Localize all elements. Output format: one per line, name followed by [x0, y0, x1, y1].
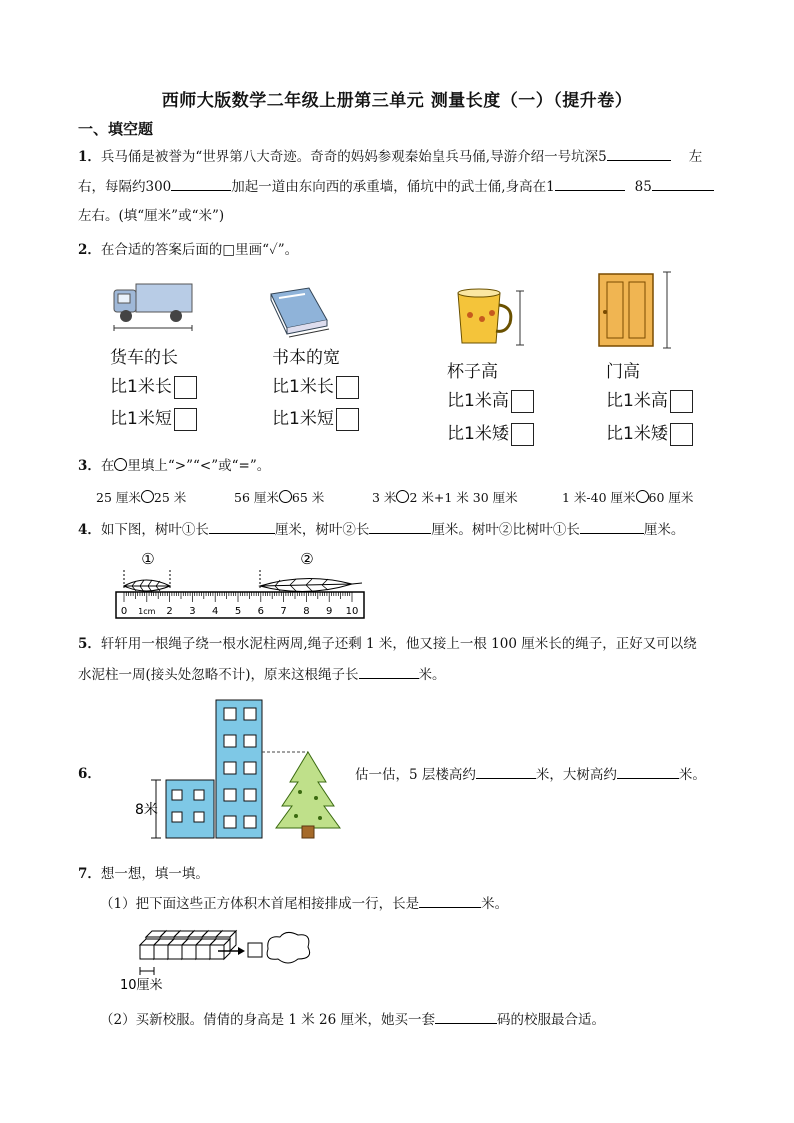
answer-blank[interactable] [555, 176, 625, 191]
cube-row [140, 931, 236, 959]
circle-icon [114, 458, 127, 471]
leaf-1-label: ① [552, 522, 567, 538]
question-text: 在合适的答案后面的□里画“✓”。 [100, 242, 299, 258]
ruler-tick-label: 8 [303, 606, 310, 617]
buildings-figure [130, 698, 350, 844]
ruler-tick-label: 1cm [138, 607, 156, 616]
option-row [447, 386, 534, 413]
option-caption: 书本的宽 [272, 348, 340, 368]
comparison-item [562, 488, 693, 506]
comparison-left: 56 厘米 [234, 490, 279, 505]
section-heading: 一、填空题 [78, 120, 154, 138]
option-caption: 货车的长 [110, 348, 178, 368]
question-text: 兵马俑是被誉为“世界第八大奇迹。奇奇的妈妈参观秦始皇兵马俑,导游介绍一号坑深5 [100, 149, 607, 165]
truck-image [110, 276, 196, 332]
question-6-number [78, 764, 101, 784]
comparison-item [372, 488, 518, 506]
question-1-line-3: 左右。(填“厘米”或“米”) [78, 208, 225, 224]
answer-blank[interactable] [652, 176, 714, 191]
building-window [244, 762, 256, 774]
question-text: 码的校服最合适。 [497, 1012, 606, 1028]
page-title: 西师大版数学二年级上册第三单元 测量长度（一）（提升卷） [161, 91, 633, 111]
answer-blank[interactable] [435, 1009, 497, 1024]
question-text: 如下图，树叶 [100, 522, 182, 538]
question-text: 轩轩用一根绳子绕一根水泥柱两周,绳子还剩 1 米，他又接上一根 100 厘米长的绳子，正好又可以绕 [100, 636, 697, 652]
question-5-line-1 [78, 634, 697, 654]
checkbox[interactable] [511, 390, 534, 413]
five-story-building [216, 700, 262, 838]
building-window [224, 789, 236, 801]
option-label: 比1米矮 [606, 424, 668, 444]
question-number: 4． [78, 522, 101, 538]
comparison-right: 65 米 [291, 490, 325, 505]
option-label: 比1米长 [110, 377, 172, 397]
ruler-tick-label: 7 [280, 606, 287, 617]
checkbox[interactable] [174, 408, 197, 431]
cup-image [452, 285, 532, 351]
question-text: 水泥柱一周(接头处忽略不计)，原来这根绳子长 [78, 667, 359, 683]
comparison-right: 25 米 [153, 490, 187, 505]
building-window [244, 735, 256, 747]
question-number: 3． [78, 458, 101, 474]
comparison-left: 25 厘米 [96, 490, 141, 505]
comparison-right: 2 米+1 米 30 厘米 [409, 490, 518, 505]
option-label: 比1米短 [110, 409, 172, 429]
leaf-2 [260, 578, 362, 591]
question-5-line-2 [78, 664, 446, 685]
comparison-right: 60 厘米 [648, 490, 694, 505]
comparison-item [96, 488, 186, 506]
answer-blank[interactable] [617, 764, 679, 779]
option-row [606, 419, 693, 446]
question-6-text [355, 764, 706, 785]
answer-blank[interactable] [209, 519, 275, 534]
question-text: 里填上“>”“<”或“=”。 [127, 458, 271, 474]
checkbox[interactable] [511, 423, 534, 446]
option-row [272, 404, 359, 431]
leaf-2-label: ② [342, 522, 356, 538]
question-3 [78, 456, 270, 476]
checkbox[interactable] [336, 376, 359, 399]
answer-blank[interactable] [359, 664, 419, 679]
building-window [224, 762, 236, 774]
question-text: （1）把下面这些正方体积木首尾相接排成一行，长是 [100, 896, 420, 912]
comparison-left: 3 米 [372, 490, 397, 505]
ruler-tick-label: 3 [189, 606, 196, 617]
answer-blank[interactable] [607, 146, 671, 161]
checkbox[interactable] [670, 423, 693, 446]
option-label: 比1米长 [272, 377, 334, 397]
building-window [244, 816, 256, 828]
question-text: 左 [688, 149, 703, 165]
option-row [606, 386, 693, 413]
question-text: 85 [634, 179, 652, 195]
checkbox[interactable] [336, 408, 359, 431]
question-1-line-1 [78, 146, 702, 167]
compare-circle[interactable] [279, 490, 292, 503]
question-number: 2． [78, 242, 101, 258]
building-window [224, 816, 236, 828]
comparison-item [234, 488, 324, 506]
answer-blank[interactable] [369, 519, 431, 534]
question-text: 在 [100, 458, 115, 474]
compare-circle[interactable] [396, 490, 409, 503]
question-text: 厘米。 [643, 522, 685, 538]
block-size-label: 10厘米 [120, 978, 163, 993]
ruler-figure [110, 548, 370, 620]
cubes-figure [118, 925, 318, 995]
height-label: 8米 [135, 802, 158, 818]
building-window [224, 735, 236, 747]
question-2 [78, 240, 298, 260]
book-image [265, 284, 335, 340]
question-text: 厘米。树叶 [431, 522, 499, 538]
answer-blank[interactable] [419, 893, 481, 908]
building-window [224, 708, 236, 720]
question-7-part-2 [100, 1009, 605, 1030]
question-7 [78, 864, 209, 884]
ruler-tick-label: 6 [257, 606, 264, 617]
checkbox[interactable] [670, 390, 693, 413]
option-label: 比1米短 [272, 409, 334, 429]
answer-blank[interactable] [171, 176, 231, 191]
question-text: 米。 [418, 667, 446, 683]
tree [276, 752, 340, 838]
question-text: 加起一道由东向西的承重墙，俑坑中的武士俑,身高在1 [231, 179, 555, 195]
cube-block [210, 939, 230, 959]
single-cube [248, 943, 262, 957]
option-label: 比1米高 [606, 391, 668, 411]
small-building [166, 780, 214, 838]
question-text: （2）买新校服。倩倩的身高是 1 米 26 厘米，她买一套 [100, 1012, 436, 1028]
compare-circle[interactable] [141, 490, 154, 503]
question-text: 比树叶 [512, 522, 553, 538]
option-caption: 门高 [606, 362, 640, 382]
option-label: 比1米高 [447, 391, 509, 411]
checkbox[interactable] [174, 376, 197, 399]
ruler-tick-label: 2 [166, 606, 173, 617]
leaf-1-number: ① [141, 550, 155, 568]
leaf-1-label: ① [181, 522, 196, 538]
ruler-tick-label: 0 [120, 606, 128, 617]
option-row [110, 404, 197, 431]
question-1-line-2 [78, 176, 714, 197]
ruler-tick-label: 9 [326, 606, 333, 617]
question-text: 右，每隔约300 [78, 179, 172, 195]
question-text: 米。 [481, 896, 509, 912]
option-row [110, 372, 197, 399]
option-label: 比1米矮 [447, 424, 509, 444]
question-text: 长 [355, 522, 370, 538]
question-text: 长 [566, 522, 580, 538]
question-4 [78, 519, 684, 540]
question-number: 6． [78, 766, 101, 782]
option-row [447, 419, 534, 446]
building-window [244, 708, 256, 720]
leaf-1 [124, 580, 170, 592]
door-image [595, 270, 685, 350]
question-text: 米。 [678, 767, 706, 783]
answer-blank[interactable] [580, 519, 644, 534]
question-text: 米，大树高约 [535, 767, 617, 783]
question-text: 厘米，树叶 [274, 522, 343, 538]
question-text: 长 [195, 522, 209, 538]
question-text: 估一估，5 层楼高约 [355, 767, 476, 783]
leaf-2-number: ② [300, 550, 314, 568]
option-row [272, 372, 359, 399]
ruler-tick-label: 5 [234, 606, 242, 617]
comparison-left: 1 米-40 厘米 [562, 490, 636, 505]
leaf-2-label: ② [498, 522, 513, 538]
cloud-shape [267, 932, 310, 963]
question-number: 5． [78, 636, 101, 652]
ruler-tick-label: 4 [212, 606, 219, 617]
option-caption: 杯子高 [447, 362, 498, 382]
building-window [244, 789, 256, 801]
compare-circle[interactable] [636, 490, 649, 503]
answer-blank[interactable] [476, 764, 536, 779]
ruler-tick-label: 10 [345, 606, 359, 617]
question-7-part-1 [100, 893, 508, 914]
question-number: 1． [78, 149, 101, 165]
question-text: 想一想，填一填。 [100, 866, 209, 882]
question-number: 7． [78, 866, 101, 882]
